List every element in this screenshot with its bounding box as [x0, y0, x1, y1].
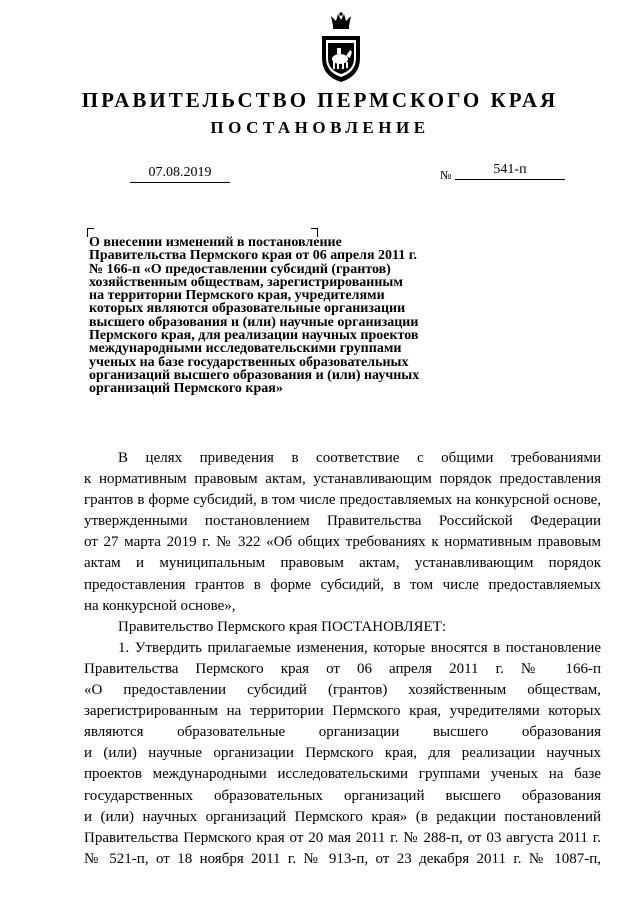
document-body	[84, 448, 601, 870]
document-type: ПОСТАНОВЛЕНИЕ	[210, 118, 430, 137]
body-line: Правительство Пермского края ПОСТАНОВЛЯЕТ:	[118, 618, 447, 635]
subject-line: Пермского края, для реализации научных проектов	[89, 328, 419, 344]
body-line: «О предоставлении субсидий (грантов) хозяйственным обществам,	[84, 682, 601, 699]
body-line: к нормативным правовым актам, устанавливающим порядок предоставления	[84, 471, 601, 488]
subject-line: которых являются образовательные организации	[89, 301, 406, 317]
body-line: Правительства Пермского края от 20 мая 2011 г. № 288-п, от 03 августа 2011 г.	[84, 829, 601, 846]
body-line: № 521-п, от 18 ноября 2011 г. № 913-п, от 23 декабря 2011 г. № 1087-п,	[84, 850, 601, 867]
subject-line: высшего образования и (или) научные организации	[89, 314, 419, 330]
body-line: предоставления грантов в форме субсидий, в том числе предоставляемых	[84, 576, 601, 593]
subject-line: организаций высшего образования и (или) научных	[89, 367, 420, 383]
body-line: на конкурсной основе»,	[84, 597, 236, 614]
coat-of-arms-icon	[318, 12, 364, 84]
subject-line: Правительства Пермского края от 06 апреля 2011 г.	[89, 248, 418, 264]
body-line: и (или) научные организации Пермского края, для реализации научных	[84, 745, 601, 762]
body-line: грантов в форме субсидий, в том числе предоставляемых на конкурсной основе,	[84, 492, 601, 509]
subject-line: ученых на базе государственных образовательных	[89, 354, 409, 370]
subject-line: международными исследовательскими группами	[89, 341, 402, 357]
body-line: Правительства Пермского края от 06 апреля 2011 г. № 166-п	[84, 660, 601, 677]
subject-line: О внесении изменений в постановление	[89, 235, 342, 250]
body-line: актам и муниципальным правовым актам, устанавливающим порядок	[84, 555, 601, 572]
subject-line: хозяйственным обществам, зарегистрированным	[89, 274, 403, 290]
body-line: и (или) научных организаций Пермского края» (в редакции постановлений	[84, 808, 601, 825]
body-line: В целях приведения в соответствие с общими требованиями	[118, 450, 601, 466]
government-title: ПРАВИТЕЛЬСТВО ПЕРМСКОГО КРАЯ	[81, 88, 559, 112]
document-number: 541-п	[455, 162, 565, 180]
body-line: утвержденными постановлением Правительства Российской Федерации	[84, 513, 601, 530]
body-line: 1. Утвердить прилагаемые изменения, которые вносятся в постановление	[118, 639, 601, 656]
body-line: зарегистрированным на территории Пермского края, учредителями которых	[84, 703, 601, 720]
body-line: государственных образовательных организаций высшего образования	[84, 787, 601, 804]
document-date: 07.08.2019	[130, 165, 230, 183]
subject-line: организаций Пермского края»	[89, 381, 283, 397]
body-line: проектов международными исследовательскими группами ученых на базе	[84, 766, 601, 783]
body-line: от 27 марта 2019 г. № 322 «Об общих требованиях к нормативным правовым	[84, 534, 601, 551]
subject-line: № 166-п «О предоставлении субсидий (грантов)	[89, 261, 391, 277]
number-sign: №	[440, 168, 452, 182]
document-subject	[89, 236, 469, 396]
body-line: являются образовательные организации высшего образования	[84, 724, 601, 741]
subject-line: на территории Пермского края, учредителями	[89, 288, 385, 304]
